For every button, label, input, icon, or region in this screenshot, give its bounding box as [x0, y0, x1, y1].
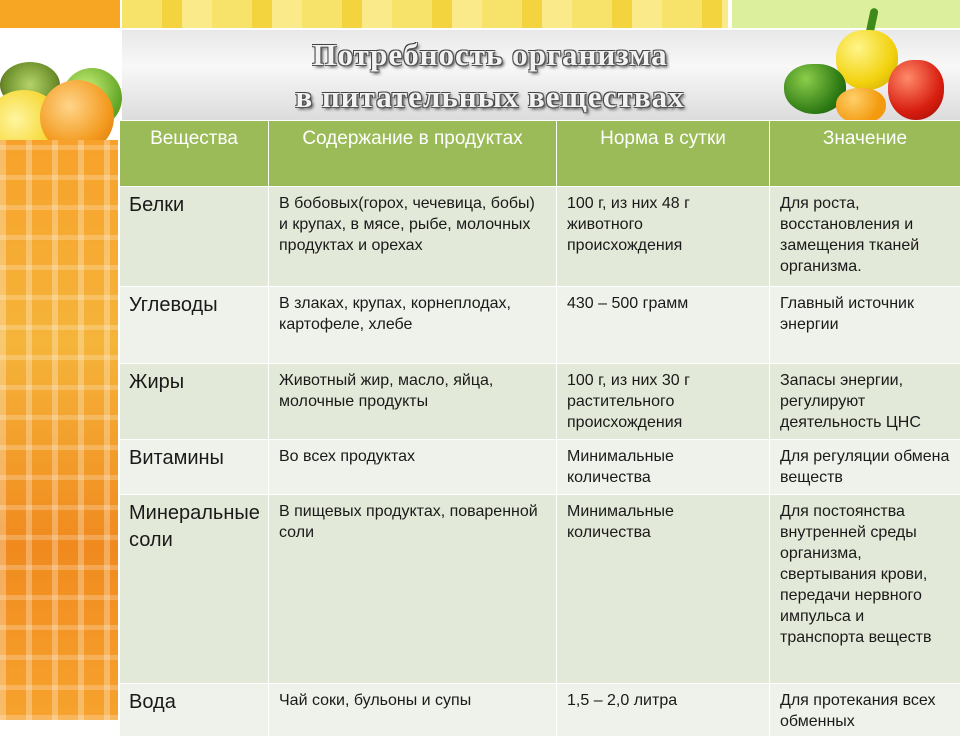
cell-substance: Витамины	[120, 440, 269, 495]
slide-title	[180, 34, 800, 118]
table-row	[120, 495, 961, 684]
cell-meaning: Для постоянства внутренней среды организма, свертывания крови, передачи нервного импульса и транспорта веществ	[770, 495, 961, 684]
table-row	[120, 187, 961, 287]
table-row	[120, 684, 961, 737]
title-line-2: в питательных веществах	[295, 79, 685, 114]
cell-norm: 1,5 – 2,0 литра	[557, 684, 770, 737]
cell-substance: Белки	[120, 187, 269, 287]
header-substances: Вещества	[120, 121, 269, 187]
cell-content: Во всех продуктах	[269, 440, 557, 495]
cell-norm: Минимальные количества	[557, 440, 770, 495]
red-pepper	[888, 60, 944, 120]
table-row	[120, 364, 961, 440]
cell-norm: Минимальные количества	[557, 495, 770, 684]
cell-content: В злаках, крупах, корнеплодах, картофеле, хлебе	[269, 287, 557, 364]
nutrients-table	[119, 120, 961, 737]
cell-norm: 100 г, из них 48 г животного происхождения	[557, 187, 770, 287]
header-daily-norm: Норма в сутки	[557, 121, 770, 187]
left-decorative-panel	[0, 140, 118, 720]
cell-meaning: Для роста, восстановления и замещения тканей организма.	[770, 187, 961, 287]
orange-pepper	[836, 88, 886, 124]
fruit-image	[0, 28, 118, 140]
cell-meaning: Запасы энергии, регулируют деятельность ЦНС	[770, 364, 961, 440]
cell-substance: Жиры	[120, 364, 269, 440]
cell-substance: Углеводы	[120, 287, 269, 364]
cell-norm: 100 г, из них 30 г растительного происхождения	[557, 364, 770, 440]
header-content: Содержание в продуктах	[269, 121, 557, 187]
table-row	[120, 440, 961, 495]
cell-meaning: Для регуляции обмена веществ	[770, 440, 961, 495]
cell-substance: Минеральные соли	[120, 495, 269, 684]
title-line-1: Потребность организма	[312, 37, 668, 72]
top-decorative-stripe	[0, 0, 960, 28]
cell-content: В пищевых продуктах, поваренной соли	[269, 495, 557, 684]
cell-substance: Вода	[120, 684, 269, 737]
cell-content: Чай соки, бульоны и супы	[269, 684, 557, 737]
cell-norm: 430 – 500 грамм	[557, 287, 770, 364]
cell-meaning: Для протекания всех обменных	[770, 684, 961, 737]
table-row	[120, 287, 961, 364]
header-meaning: Значение	[770, 121, 961, 187]
table-header-row	[120, 121, 961, 187]
cell-content: В бобовых(горох, чечевица, бобы) и крупах, в мясе, рыбе, молочных продуктах и орехах	[269, 187, 557, 287]
cell-content: Животный жир, масло, яйца, молочные продукты	[269, 364, 557, 440]
cell-meaning: Главный источник энергии	[770, 287, 961, 364]
